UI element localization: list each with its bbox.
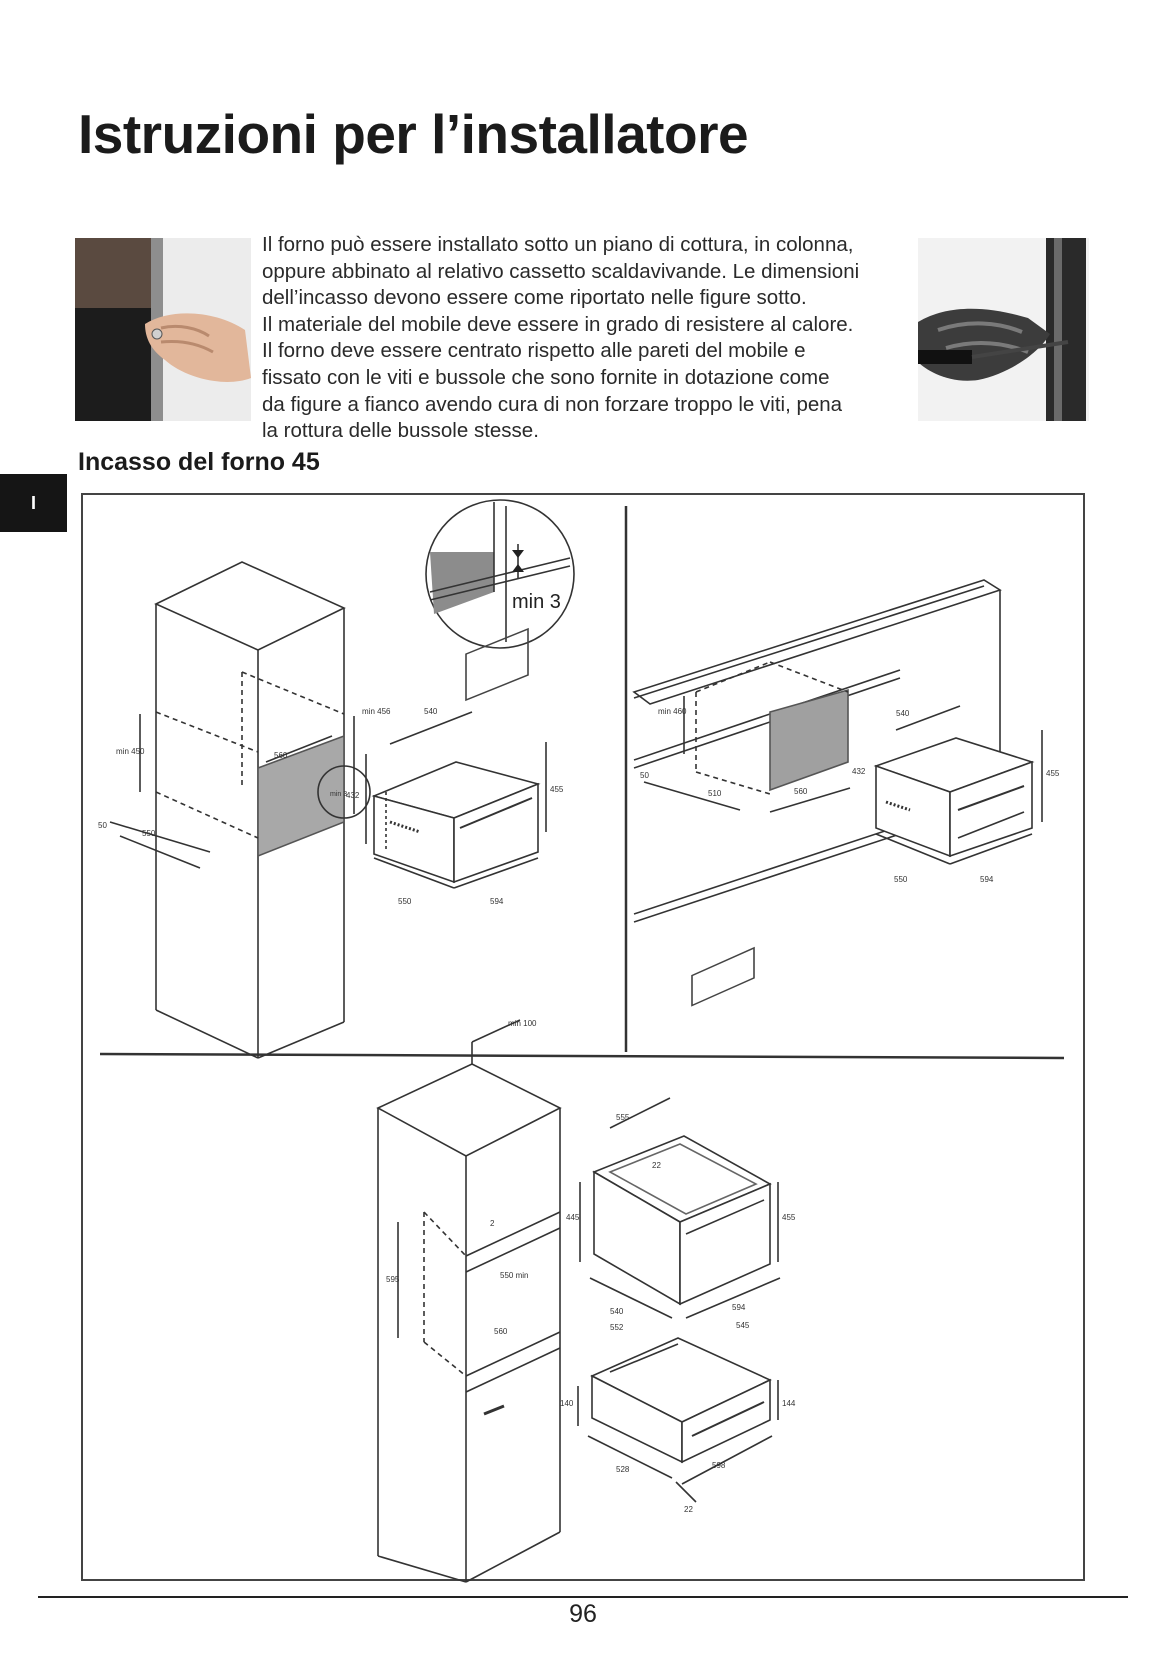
page-title: Istruzioni per l’installatore [78, 103, 749, 165]
intro-line: oppure abbinato al relativo cassetto scaldavivande. Le dimensioni [262, 259, 860, 283]
column-oven-drawing [366, 629, 546, 888]
dim-combo-oven-height-right: 455 [782, 1213, 796, 1222]
dim-tall-unit-gap: 2 [490, 1219, 495, 1228]
dim-undercounter-oven-width-top: 540 [896, 709, 910, 718]
intro-line: Il forno deve essere centrato rispetto alle pareti del mobile e [262, 339, 806, 363]
intro-line: Il materiale del mobile deve essere in grado di resistere al calore. [262, 312, 854, 336]
intro-line: Il forno può essere installato sotto un piano di cottura, in colonna, [262, 233, 854, 256]
page-number: 96 [569, 1600, 597, 1628]
dim-tall-unit-top-gap: min 100 [508, 1019, 537, 1028]
intro-line: da figure a fianco avendo cura di non forzare troppo le viti, pena [262, 392, 843, 416]
footer-rule [38, 1596, 1128, 1598]
dim-combo-oven-depth-top: 555 [616, 1113, 630, 1122]
intro-line: fissato con le viti e bussole che sono fornite in dotazione come [262, 365, 830, 389]
intro-text [262, 232, 904, 445]
dim-undercounter-niche-height: min 460 [658, 707, 687, 716]
dim-undercounter-oven-height-right: 455 [1046, 769, 1060, 778]
dim-combo-oven-height-left: 445 [566, 1213, 580, 1222]
dim-column-top-gap: min 456 [362, 707, 391, 716]
dim-column-detail-ref: min 3 [330, 791, 348, 798]
dim-undercounter-oven-width-bottom: 594 [980, 875, 994, 884]
dim-column-depth: 550 [142, 829, 156, 838]
dim-column-oven-width-bottom: 594 [490, 897, 504, 906]
dim-undercounter-oven-depth-bottom: 550 [894, 875, 908, 884]
dim-tall-unit-width: 560 [494, 1327, 508, 1336]
dim-drawer-depth-top: 552 [610, 1323, 624, 1332]
dim-drawer-height-left: 140 [560, 1399, 574, 1408]
dim-column-oven-height-right: 455 [550, 785, 564, 794]
dim-undercounter-front-offset: 50 [640, 771, 649, 780]
dim-drawer-front-gap: 22 [684, 1505, 693, 1514]
dim-column-front-offset: 50 [98, 821, 107, 830]
dim-column-niche-height: min 450 [116, 747, 145, 756]
dim-drawer-width-top: 545 [736, 1321, 750, 1330]
dim-combo-oven-front-width: 594 [732, 1303, 746, 1312]
detail-magnifier [426, 500, 574, 648]
section-title: Incasso del forno 45 [78, 448, 320, 476]
dim-column-niche-depth: 560 [274, 751, 288, 760]
intro-line: dell’incasso devono essere come riportato nelle figure sotto. [262, 286, 807, 310]
dim-column-oven-depth-bottom: 550 [398, 897, 412, 906]
column-unit-drawing [110, 562, 370, 1058]
dim-column-oven-width-top: 540 [424, 707, 438, 716]
installation-photo-right [918, 238, 1089, 421]
dim-drawer-width-bottom: 528 [616, 1465, 630, 1474]
intro-line: la rottura delle bussole stesse. [262, 419, 539, 443]
language-tab: I [0, 474, 67, 532]
dim-combo-oven-inset: 22 [652, 1161, 661, 1170]
detail-label: min 3 [512, 591, 561, 613]
dim-combo-oven-width-bottom: 540 [610, 1307, 624, 1316]
combo-oven-drawing [580, 948, 780, 1318]
installation-diagram [80, 492, 1086, 1584]
dim-tall-unit-depth: 550 min [500, 1271, 529, 1280]
dim-undercounter-height: 432 [852, 767, 866, 776]
dim-drawer-height-right: 144 [782, 1399, 796, 1408]
dim-tall-unit-niche-height: 595 [386, 1275, 400, 1284]
dim-drawer-front-width: 598 [712, 1461, 726, 1470]
tall-unit-drawing [378, 1020, 560, 1582]
dim-undercounter-width: 560 [794, 787, 808, 796]
warming-drawer-drawing [578, 1338, 778, 1502]
dim-undercounter-depth: 510 [708, 789, 722, 798]
dim-column-oven-height-left: 432 [346, 791, 360, 800]
undercounter-oven-drawing [876, 706, 1042, 864]
installation-photo-left [75, 238, 251, 421]
